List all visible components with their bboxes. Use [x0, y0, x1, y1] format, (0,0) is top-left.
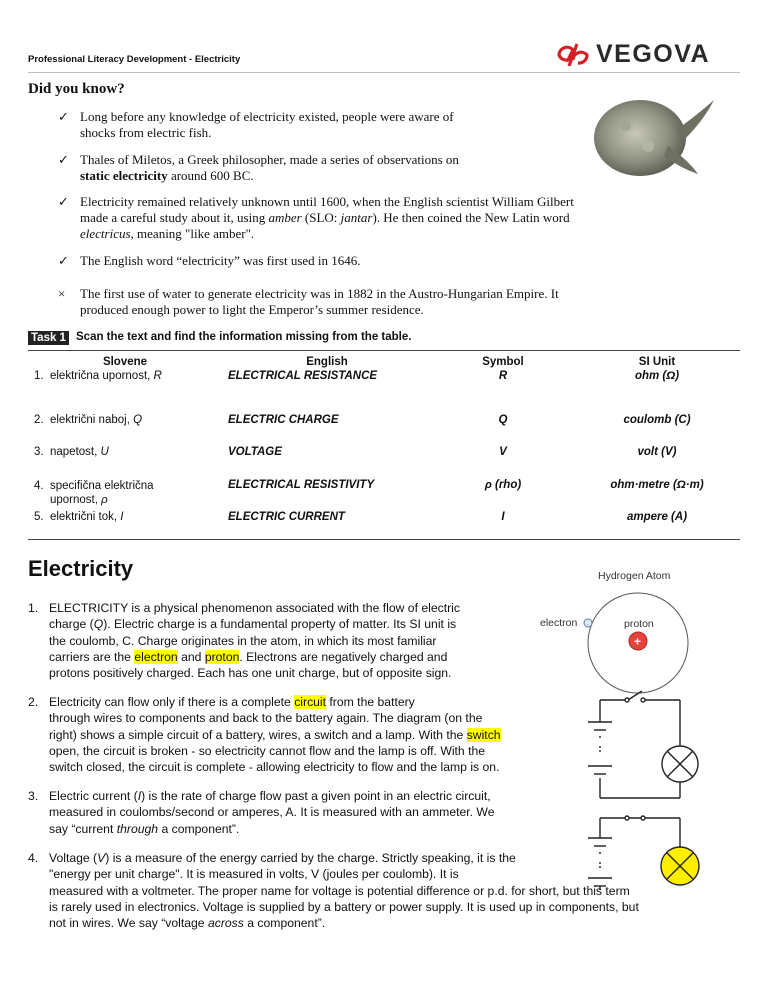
open-circuit-diagram [588, 691, 698, 798]
paragraph-text: charge ( [49, 617, 94, 632]
table-row [28, 370, 740, 414]
vegova-logo-icon [556, 42, 590, 68]
si-unit-cell: volt (V) [637, 446, 677, 458]
did-you-know-heading: Did you know? [28, 81, 125, 97]
column-header-symbol: Symbol [482, 356, 524, 368]
fact-item [58, 253, 658, 271]
task-badge: Task 1 [28, 331, 69, 345]
si-unit-cell: ohm (Ω) [634, 370, 680, 382]
paragraph-text: not in wires. We say “voltage [49, 916, 208, 931]
paragraph-number: 2. [28, 695, 39, 709]
slovene-term: električni tok, [49, 511, 121, 523]
slovene-term: električni naboj, [49, 414, 134, 426]
table-row [28, 446, 740, 479]
paragraph-text: a component”. [158, 821, 240, 836]
paragraph-text: ). Electric charge is a fundamental property of matter. Its SI unit is [103, 617, 457, 632]
fact-item [58, 194, 748, 244]
section-title: Electricity [28, 556, 134, 581]
fact-item [58, 109, 538, 143]
through-term: through [116, 821, 159, 836]
voltage-symbol: V [97, 851, 106, 865]
svg-text:-: - [586, 622, 589, 628]
symbol-cell: I [501, 511, 505, 523]
proton-sign: + [634, 634, 642, 649]
symbol-cell: V [499, 446, 507, 458]
paragraph-text: the coulomb, C. Charge originates in the atom, in which its most familiar [49, 633, 437, 648]
symbol-cell: Q [498, 414, 508, 426]
paragraph-number: 1. [28, 601, 39, 615]
paragraph-text: and [177, 649, 205, 664]
slovene-term: upornost, [50, 494, 102, 506]
task-instruction: Scan the text and find the information missing from the table. [76, 331, 412, 343]
si-unit-cell: ampere (A) [626, 511, 688, 523]
checkmark-icon: ✓ [58, 152, 69, 167]
paragraph-text: a component”. [243, 916, 326, 931]
slovene-symbol: I [120, 511, 124, 523]
paragraph-number: 4. [28, 851, 39, 865]
symbol-cell: ρ (rho) [484, 479, 522, 491]
header-divider [28, 72, 740, 73]
paragraph-text: . Electrons are negatively charged and [239, 649, 448, 664]
document-header-title: Professional Literacy Development - Electricity [28, 54, 241, 65]
slovene-term: napetost, [49, 446, 101, 458]
vegova-logo [556, 40, 710, 69]
paragraph-text: is rarely used in electronics. Voltage is supplied by a battery or power supply. It is used up in components, but [49, 899, 639, 914]
paragraph-electricity [28, 600, 528, 684]
english-term: ELECTRICAL RESISTIVITY [228, 479, 375, 491]
table-header-row [28, 351, 740, 370]
slovene-cell [28, 414, 222, 446]
paragraph-text: ) is the rate of charge flow past a given point in an electric circuit, [141, 789, 491, 803]
slovene-cell [28, 446, 222, 479]
table-row [28, 414, 740, 446]
row-number: 4. [34, 480, 44, 492]
proton-label: proton [624, 618, 654, 630]
across-term: across [207, 916, 244, 931]
fact-text: shocks from electric fish. [80, 125, 212, 140]
si-unit-cell: coulomb (C) [623, 414, 691, 426]
slovene-symbol: U [100, 446, 109, 458]
fact-text: , meaning "like amber". [130, 226, 255, 241]
checkmark-icon: ✓ [58, 253, 69, 268]
vocabulary-table [28, 351, 740, 539]
fact-text: Electricity remained relatively unknown until 1600, when the English scientist William Gilbert [80, 194, 574, 209]
column-header-si-unit: SI Unit [638, 356, 676, 368]
paragraph-text: Electricity can flow only if there is a complete [49, 695, 295, 709]
switch-open-icon [628, 691, 642, 700]
fact-text: (SLO: [301, 210, 341, 225]
fact-text: produced enough power to light the Emperor’s summer residence. [80, 302, 424, 317]
switch-closed-icon [625, 816, 629, 820]
english-term: ELECTRIC CURRENT [228, 511, 345, 523]
highlight-proton: proton [204, 649, 240, 664]
row-number: 1. [34, 370, 44, 382]
english-term: VOLTAGE [228, 446, 282, 458]
paragraph-text: carriers are the [49, 649, 135, 664]
paragraph-text: open, the circuit is broken - so electricity cannot flow and the lamp is off. With the [49, 743, 486, 758]
paragraph-text: Voltage ( [49, 851, 98, 865]
table-bottom-border [28, 539, 740, 540]
highlight-electron: electron [134, 649, 178, 664]
row-number: 2. [34, 414, 44, 426]
paragraph-current [28, 788, 588, 840]
electron-label: electron [540, 617, 578, 629]
highlight-switch: switch [466, 727, 501, 742]
paragraph-text: Electric current ( [49, 789, 138, 803]
charge-symbol: Q [93, 617, 104, 632]
electric-fish-image [588, 86, 718, 182]
fact-text: around 600 BC. [167, 168, 254, 183]
fact-item [58, 286, 748, 320]
symbol-cell: R [498, 370, 508, 382]
fact-text: ). He then coined the New Latin word [372, 210, 570, 225]
row-number: 5. [34, 511, 44, 523]
amber-term: amber [268, 210, 302, 225]
slovene-symbol: Q [133, 414, 143, 426]
slovene-term: električna upornost, [49, 370, 154, 382]
paragraph-text: switch closed, the circuit is complete - allowing electricity to flow and the lamp is on. [49, 760, 500, 775]
hydrogen-atom-diagram [520, 566, 720, 696]
static-electricity-term: static electricity [80, 168, 168, 183]
logo-wordmark: VEGOVA [596, 40, 711, 68]
electricus-term: electricus [80, 226, 131, 241]
checkmark-icon: ✓ [58, 109, 69, 124]
paragraph-text: say “current [49, 821, 117, 836]
cross-icon: × [58, 286, 66, 301]
row-number: 3. [34, 446, 44, 458]
paragraph-text: protons positively charged. Each has one unit charge, but of opposite sign. [49, 666, 452, 681]
si-unit-cell: ohm·metre (Ω·m) [610, 479, 704, 491]
paragraph-voltage [28, 850, 744, 934]
slovene-cell [28, 479, 222, 511]
slovene-symbol: ρ [101, 494, 108, 506]
slovene-cell [28, 511, 222, 539]
paragraph-text: right) shows a simple circuit of a battery, wires, a switch and a lamp. With the [49, 727, 467, 742]
english-term: ELECTRICAL RESISTANCE [228, 370, 378, 382]
slovene-term: specifična električna [49, 480, 154, 492]
current-symbol: I [137, 789, 142, 803]
fact-text: Long before any knowledge of electricity existed, people were aware of [80, 109, 454, 124]
paragraph-text: ) is a measure of the energy carried by the charge. Strictly speaking, it is the [105, 851, 516, 865]
fact-text: Thales of Miletos, a Greek philosopher, made a series of observations on [80, 152, 459, 167]
column-header-slovene: Slovene [102, 356, 148, 368]
fact-text: The English word “electricity” was first used in 1646. [80, 253, 361, 268]
table-row [28, 511, 740, 539]
paragraph-number: 3. [28, 789, 39, 803]
slovene-symbol: R [153, 370, 162, 382]
fact-item [58, 152, 558, 186]
paragraph-text: from the battery [326, 695, 415, 709]
atom-diagram-title: Hydrogen Atom [598, 570, 671, 582]
paragraph-circuit [28, 694, 588, 778]
fact-text: made a careful study about it, using [80, 210, 269, 225]
column-header-english: English [306, 356, 348, 368]
english-term: ELECTRIC CHARGE [228, 414, 339, 426]
paragraph-text: ELECTRICITY is a physical phenomenon associated with the flow of electric [49, 601, 460, 615]
checkmark-icon: ✓ [58, 194, 69, 209]
paragraph-text: through wires to components and back to the battery again. The diagram (on the [49, 711, 483, 726]
paragraph-text: "energy per unit charge". It is measured in volts, V (joules per coulomb). It is [49, 867, 459, 882]
slovene-cell [28, 370, 222, 414]
paragraph-text: measured with a voltmeter. The proper name for voltage is potential difference or p.d. for short, but this term [49, 883, 630, 898]
fact-text: The first use of water to generate electricity was in 1882 in the Austro-Hungarian Empire. It [80, 286, 559, 301]
table-row [28, 479, 740, 511]
highlight-circuit: circuit [294, 695, 327, 709]
jantar-term: jantar [340, 210, 373, 225]
paragraph-text: measured in coulombs/second or amperes, A. It is measured with an ammeter. We [49, 805, 495, 820]
